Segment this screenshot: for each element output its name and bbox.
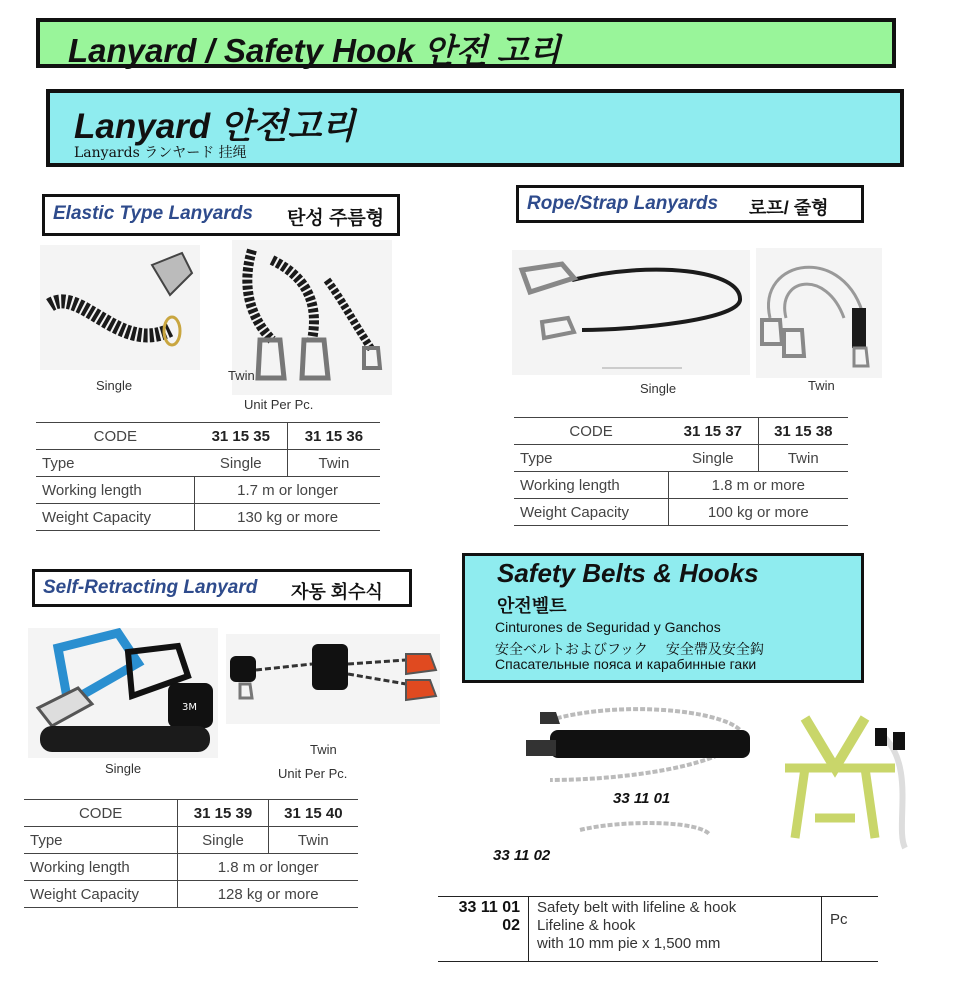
retract-section-header <box>32 569 412 607</box>
retract-single-caption: Single <box>105 761 142 776</box>
row-label: Weight Capacity <box>36 504 195 531</box>
row-label: Working length <box>36 477 195 504</box>
row-label: Working length <box>24 854 178 881</box>
row-value: Twin <box>268 827 358 854</box>
rope-title-ko: 로프/ 줄형 <box>749 198 829 218</box>
rope-twin-caption: Twin <box>808 378 835 393</box>
row-label: Weight Capacity <box>514 499 668 526</box>
belts-lang-ja-zh: 安全ベルトおよびフック 安全帶及安全鈎 <box>495 641 764 657</box>
rope-single-caption: Single <box>640 381 677 396</box>
code-cell: 31 15 39 <box>178 800 268 827</box>
belt-code-line2: 02 <box>502 917 520 934</box>
code-header: CODE <box>24 800 178 827</box>
elastic-single-caption: Single <box>96 378 133 393</box>
row-value: 1.8 m or longer <box>178 854 358 881</box>
belts-title-ko: 안전벨트 <box>497 596 567 616</box>
sub-title: Lanyard 안전고리 <box>74 107 356 146</box>
rope-twin-lanyard-image <box>756 248 882 378</box>
belt-desc-line2: Lifeline & hook <box>537 917 636 934</box>
belts-title-en: Safety Belts & Hooks <box>497 558 759 588</box>
code-cell: 31 15 36 <box>287 423 380 450</box>
row-value: Single <box>195 450 288 477</box>
row-label: Working length <box>514 472 668 499</box>
belts-spec-table <box>438 896 878 962</box>
rope-spec-table <box>514 417 848 526</box>
retract-twin-caption: Twin <box>310 742 337 757</box>
code-cell: 31 15 38 <box>758 418 848 445</box>
retract-title-en: Self-Retracting Lanyard <box>43 577 258 598</box>
row-value: 1.7 m or longer <box>195 477 380 504</box>
belt-desc-line1: Safety belt with lifeline & hook <box>537 899 737 916</box>
elastic-unit-caption: Unit Per Pc. <box>244 397 314 412</box>
row-value: Twin <box>287 450 380 477</box>
row-value: 130 kg or more <box>195 504 380 531</box>
row-label: Weight Capacity <box>24 881 178 908</box>
rope-section-header <box>516 185 864 223</box>
belt-code-a: 33 11 01 <box>613 790 671 807</box>
belts-lang-es: Cinturones de Seguridad y Ganchos <box>495 619 721 635</box>
belt-code-cell <box>438 897 529 962</box>
row-value: 1.8 m or more <box>668 472 848 499</box>
row-value: Single <box>668 445 758 472</box>
retract-spec-table <box>24 799 358 908</box>
code-cell: 31 15 40 <box>268 800 358 827</box>
retract-title-ko: 자동 회수식 <box>291 582 383 602</box>
belt-code-b: 33 11 02 <box>493 847 551 864</box>
row-label: Type <box>36 450 195 477</box>
code-cell: 31 15 37 <box>668 418 758 445</box>
row-value: 100 kg or more <box>668 499 848 526</box>
retract-unit-caption: Unit Per Pc. <box>278 766 348 781</box>
code-header: CODE <box>36 423 195 450</box>
code-header: CODE <box>514 418 668 445</box>
belt-code-line1: 33 11 01 <box>458 899 520 916</box>
belt-desc-cell <box>529 897 822 962</box>
retract-single-lanyard-image <box>28 628 218 758</box>
elastic-section-header <box>42 194 400 236</box>
elastic-twin-caption: Twin <box>228 368 255 383</box>
row-label: Type <box>514 445 668 472</box>
rope-title-en: Rope/Strap Lanyards <box>527 193 719 214</box>
row-value: Twin <box>758 445 848 472</box>
page-title-bar <box>36 18 896 68</box>
retract-twin-lanyard-image <box>226 634 440 724</box>
elastic-title-ko: 탄성 주름형 <box>287 208 385 229</box>
row-label: Type <box>24 827 178 854</box>
belt-desc-line3: with 10 mm pie x 1,500 mm <box>537 935 721 952</box>
row-value: 128 kg or more <box>178 881 358 908</box>
row-value: Single <box>178 827 268 854</box>
elastic-spec-table <box>36 422 380 531</box>
safety-belt-image <box>520 700 760 850</box>
retract-device-label: 3M <box>182 702 197 713</box>
elastic-title-en: Elastic Type Lanyards <box>53 203 253 224</box>
page-title: Lanyard / Safety Hook 안전 고리 <box>68 32 561 69</box>
belts-section-box <box>462 553 864 683</box>
elastic-twin-lanyard-image <box>232 240 392 395</box>
sub-title-bar <box>46 89 904 167</box>
rope-single-lanyard-image <box>512 250 750 375</box>
elastic-single-lanyard-image <box>40 245 200 370</box>
belt-unit-cell: Pc <box>822 897 879 962</box>
sub-title-languages: Lanyards ランヤード 挂绳 <box>74 145 247 161</box>
safety-harness-image <box>775 708 915 854</box>
code-cell: 31 15 35 <box>195 423 288 450</box>
belts-lang-ru: Спасательные пояса и карабинные гаки <box>495 656 757 672</box>
